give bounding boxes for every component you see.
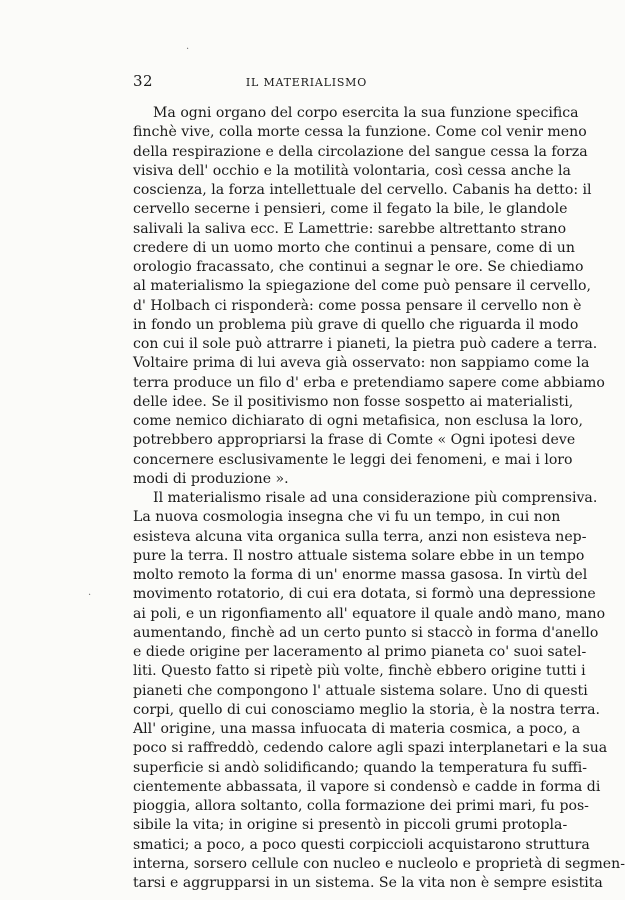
text-line: pure la terra. Il nostro attuale sistema solare ebbe in un tempo	[133, 547, 585, 564]
scan-speck: ·	[88, 590, 92, 601]
text-line: salivali la saliva ecc. E Lamettrie: sarebbe altrettanto strano	[133, 220, 567, 237]
text-line: al materialismo la spiegazione del come può pensare il cervello,	[133, 278, 591, 295]
text-line: All' origine, una massa infuocata di materia cosmica, a poco, a	[133, 721, 581, 737]
text-line: orologio fracassato, che continui a segnar le ore. Se chiediamo	[133, 259, 584, 275]
text-line: Voltaire prima di lui aveva già osservato: non sappiamo come la	[133, 355, 590, 372]
text-line: ai poli, e un rigonfiamento all' equatore il quale andò mano, mano	[133, 605, 606, 622]
scan-speck: ·	[186, 44, 190, 55]
text-line: esisteva alcuna vita organica sulla terra, anzi non esisteva nep-	[133, 528, 587, 545]
text-line: poco si raffreddò, cedendo calore agli spazi interplanetari e la sua	[133, 740, 608, 757]
text-line: d' Holbach ci risponderà: come possa pensare il cervello non è	[133, 297, 582, 314]
text-line: potrebbero appropriarsi la frase di Comte « Ogni ipotesi deve	[133, 432, 576, 449]
text-line: coscienza, la forza intellettuale del cervello. Cabanis ha detto: il	[133, 182, 592, 198]
text-line: concernere esclusivamente le leggi dei fenomeni, e mai i loro	[133, 451, 573, 468]
text-line: movimento rotatorio, di cui era dotata, si formò una depressione	[133, 586, 596, 603]
body-text	[133, 104, 625, 893]
text-line: come nemico dichiarato di ogni metafisica, non esclusa la loro,	[133, 413, 584, 429]
text-line: La nuova cosmologia insegna che vi fu un tempo, in cui non	[133, 509, 561, 526]
text-line: liti. Questo fatto si ripetè più volte, finchè ebbero origine tutti i	[133, 663, 586, 680]
text-line: visiva dell' occhio e la motilità volontaria, così cessa anche la	[133, 162, 571, 179]
text-line: interna, sorsero cellule con nucleo e nucleolo e proprietà di segmen-	[133, 855, 625, 872]
text-line: sibile la vita; in origine si presentò in piccoli grumi protopla-	[133, 817, 568, 834]
text-line: pioggia, allora soltanto, colla formazione dei primi mari, fu pos-	[133, 798, 589, 814]
text-line: cientemente abbassata, il vapore si condensò e cadde in forma di	[133, 778, 601, 795]
text-line: tarsi e aggrupparsi in un sistema. Se la vita non è sempre esistita	[133, 875, 603, 891]
text-line: della respirazione e della circolazione del sangue cessa la forza	[133, 143, 588, 160]
text-line: in fondo un problema più grave di quello che riguarda il modo	[133, 316, 579, 333]
text-line: cervello secerne i pensieri, come il fegato la bile, le glandole	[133, 201, 568, 218]
text-line: finchè vive, colla morte cessa la funzione. Come col venir meno	[133, 124, 587, 141]
text-line: modi di produzione ».	[133, 470, 289, 487]
text-line: superficie si andò solidificando; quando la temperatura fu suffi-	[133, 759, 588, 776]
text-line: con cui il sole può attrarre i pianeti, la pietra può cadere a terra.	[133, 336, 598, 352]
text-line: Il materialismo risale ad una considerazione più comprensiva.	[153, 490, 598, 506]
running-title: IL MATERIALISMO	[245, 76, 368, 89]
text-line: molto remoto la forma di un' enorme massa gasosa. In virtù del	[133, 567, 588, 583]
text-line: smatici; a poco, a poco questi corpiccioli acquistarono struttura	[133, 836, 590, 853]
text-line: delle idee. Se il positivismo non fosse sospetto ai materialisti,	[133, 393, 574, 410]
text-line: terra produce un filo d' erba e pretendiamo sapere come abbiamo	[133, 374, 605, 391]
page-number: 32	[133, 72, 154, 90]
text-line: credere di un uomo morto che continui a pensare, come di un	[133, 239, 575, 256]
text-line: Ma ogni organo del corpo esercita la sua funzione specifica	[153, 105, 579, 121]
text-line: pianeti che compongono l' attuale sistema solare. Uno di questi	[133, 682, 588, 699]
text-line: corpi, quello di cui conosciamo meglio la storia, è la nostra terra.	[133, 701, 601, 718]
text-line: aumentando, finchè ad un certo punto si staccò in forma d'anello	[133, 624, 599, 641]
text-line: e diede origine per laceramento al primo pianeta co' suoi satel-	[133, 644, 587, 660]
